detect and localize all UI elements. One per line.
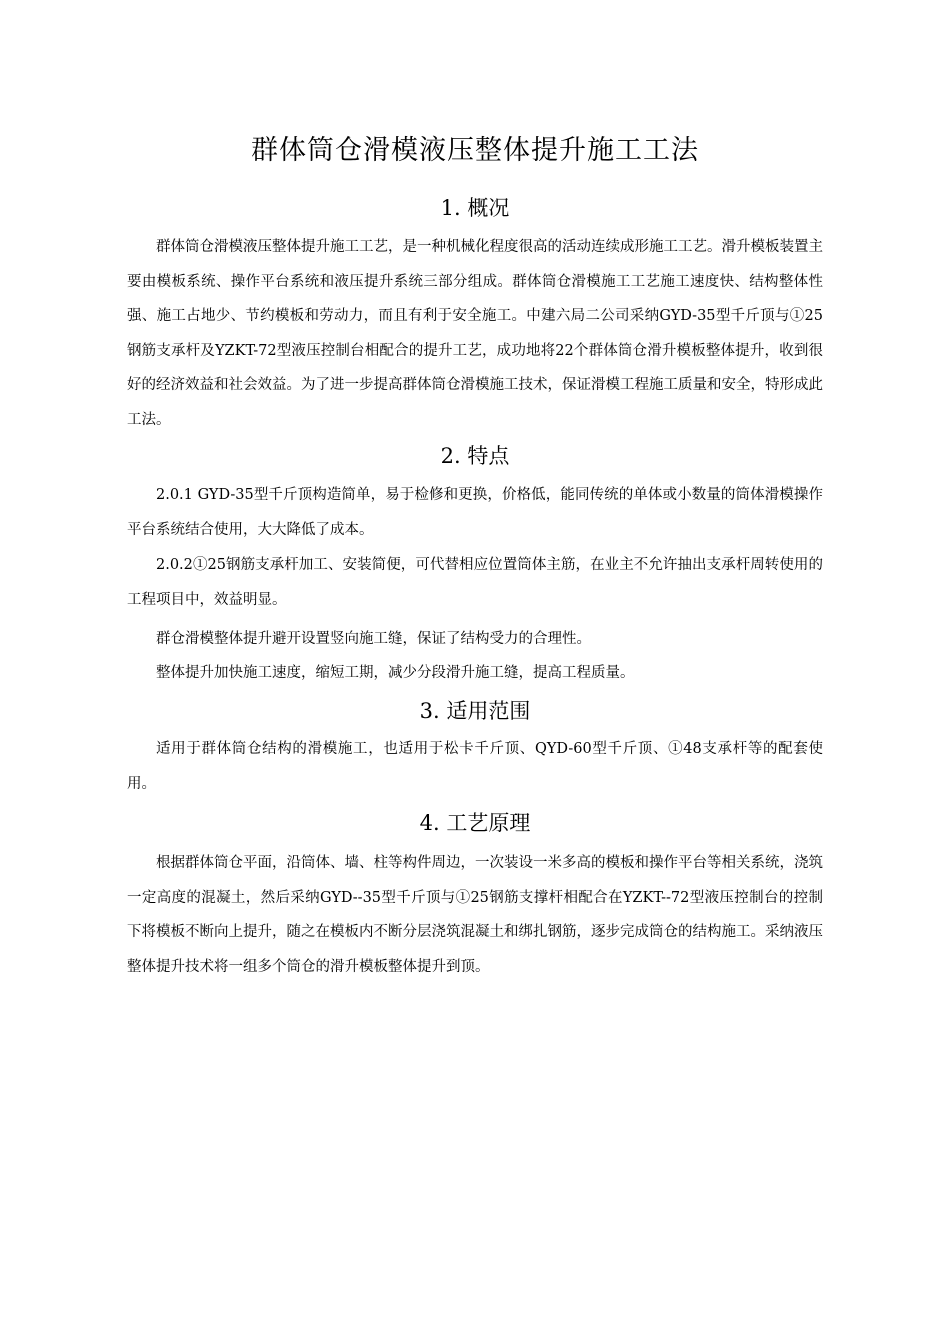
document-title: 群体筒仓滑模液压整体提升施工工法 xyxy=(251,135,699,166)
principle-paragraph: 根据群体筒仓平面，沿筒体、墙、柱等构件周边，一次装设一米多高的模板和操作平台等相关系统，浇筑一定高度的混凝土，然后采纳GYD--35型千斤顶与①25钢筋支撑杆相配合在YZKT--72型液压控制台的控制下将模板不断向上提升，随之在模板内不断分层浇筑混凝土和绑扎钢筋，逐步完成筒仓的结构施工。采纳液压整体提升技术将一组多个筒仓的滑升模板整体提升到顶。 xyxy=(127,855,823,975)
section-heading-overview: 1. 概况 xyxy=(440,196,510,220)
features-paragraph-3: 群仓滑模整体提升避开设置竖向施工缝，保证了结构受力的合理性。 xyxy=(156,631,591,647)
section-heading-scope: 3. 适用范围 xyxy=(419,699,531,723)
features-paragraph-4: 整体提升加快施工速度，缩短工期，减少分段滑升施工缝，提高工程质量。 xyxy=(156,665,635,681)
section-heading-features: 2. 特点 xyxy=(440,444,510,468)
section-heading-principle: 4. 工艺原理 xyxy=(419,811,531,835)
overview-paragraph: 群体筒仓滑模液压整体提升施工工艺，是一种机械化程度很高的活动连续成形施工工艺。滑升模板装置主要由模板系统、操作平台系统和液压提升系统三部分组成。群体筒仓滑模施工工艺施工速度快、结构整体性强、施工占地少、节约模板和劳动力，而且有利于安全施工。中建六局二公司采纳GYD-35型千斤顶与①25钢筋支承杆及YZKT-72型液压控制台相配合的提升工艺，成功地将22个群体筒仓滑升模板整体提升，收到很好的经济效益和社会效益。为了进一步提高群体筒仓滑模施工技术，保证滑模工程施工质量和安全，特形成此工法。 xyxy=(127,239,823,428)
scope-paragraph: 适用于群体筒仓结构的滑模施工，也适用于松卡千斤顶、QYD-60型千斤顶、①48支承杆等的配套使用。 xyxy=(127,741,823,792)
features-paragraph-1: 2.0.1 GYD-35型千斤顶构造简单，易于检修和更换，价格低，能同传统的单体或小数量的筒体滑模操作平台系统结合使用，大大降低了成本。 xyxy=(127,487,823,538)
features-paragraph-2: 2.0.2①25钢筋支承杆加工、安装简便，可代替相应位置筒体主筋，在业主不允许抽出支承杆周转使用的工程项目中，效益明显。 xyxy=(127,557,823,608)
